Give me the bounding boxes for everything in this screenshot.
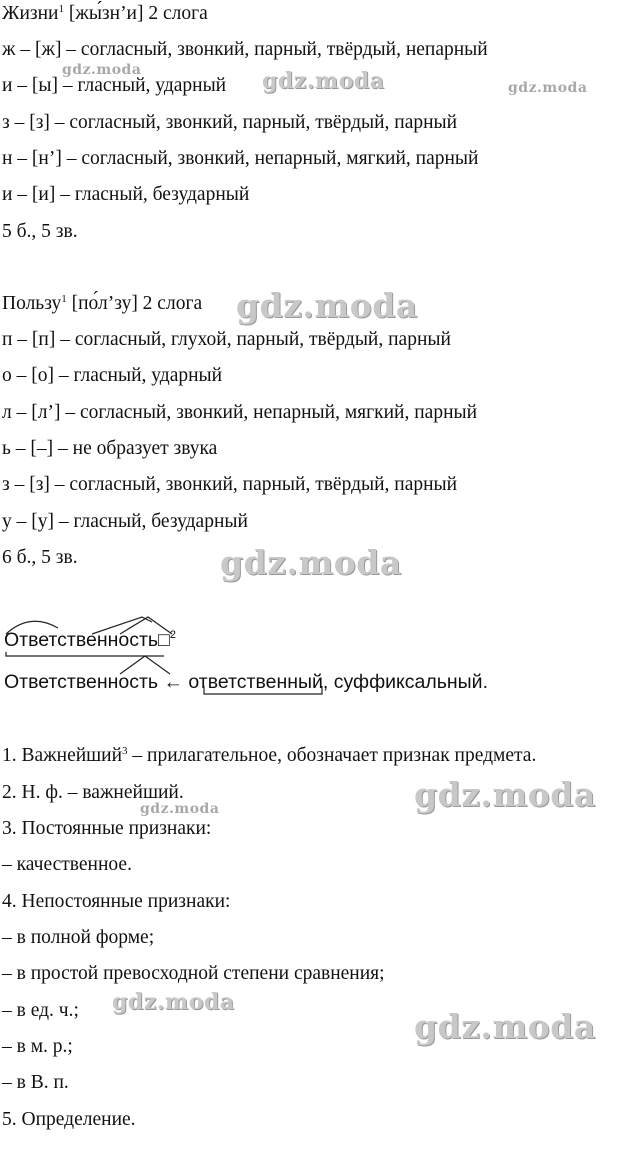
header-word: Жизни — [2, 3, 59, 24]
watermark: gdz.moda — [262, 68, 385, 94]
header-transcription: [жы́зн’и] 2 слога — [63, 3, 208, 24]
derivation-line — [4, 670, 488, 694]
watermark: gdz.moda — [236, 286, 418, 325]
task-number: 1 — [61, 293, 67, 305]
watermark: gdz.moda — [220, 543, 402, 582]
task-number: 3 — [122, 745, 128, 757]
letter-sound-count: 5 б., 5 зв. — [2, 221, 78, 242]
ending-box: □ — [158, 629, 170, 651]
derived-word: Ответственность — [4, 671, 159, 693]
phonetic-line: ь – [–] – не образует звука — [2, 438, 218, 459]
header-word: Пользу — [2, 293, 62, 314]
analysis-line: 4. Непостоянные признаки: — [2, 891, 231, 912]
analysis-item-1 — [2, 744, 536, 768]
analysis-text: – прилагательное, обозначает признак предмета. — [127, 745, 537, 766]
base-word: ответственный — [188, 671, 323, 693]
morpheme-word — [4, 628, 176, 652]
phonetic-line: и – [и] – гласный, безударный — [2, 184, 250, 205]
analysis-line: – в м. р.; — [2, 1036, 73, 1057]
watermark: gdz.moda — [414, 1007, 596, 1046]
derivation-method: , суффиксальный. — [322, 671, 488, 693]
derivation-arrow: ← — [163, 671, 183, 693]
analysis-line: – в простой превосходной степени сравнения; — [2, 963, 385, 984]
task-number: 2 — [169, 629, 176, 641]
word-header-zhizni — [2, 2, 208, 26]
watermark: gdz.moda — [62, 62, 142, 78]
word-header-polzu — [2, 292, 202, 316]
watermark: gdz.moda — [112, 989, 235, 1015]
watermark: gdz.moda — [414, 775, 596, 814]
analysis-line: – в В. п. — [2, 1072, 69, 1093]
phonetic-line: п – [п] – согласный, глухой, парный, твёрдый, парный — [2, 329, 451, 350]
phonetic-line: ж – [ж] – согласный, звонкий, парный, твёрдый, непарный — [2, 39, 488, 60]
phonetic-line: з – [з] – согласный, звонкий, парный, твёрдый, парный — [2, 112, 458, 133]
letter-sound-count: 6 б., 5 зв. — [2, 547, 78, 568]
analysis-word: Важнейший — [21, 745, 123, 766]
item-number: 1. — [2, 745, 22, 766]
phonetic-line: з – [з] – согласный, звонкий, парный, твёрдый, парный — [2, 474, 458, 495]
analysis-line: 3. Постоянные признаки: — [2, 818, 212, 839]
analysis-line: – качественное. — [2, 854, 132, 875]
analysis-line: – в полной форме; — [2, 927, 155, 948]
morpheme-word-text: Ответственность — [4, 629, 159, 651]
analysis-line: 5. Определение. — [2, 1109, 136, 1130]
phonetic-line: н – [н’] – согласный, звонкий, непарный, мягкий, парный — [2, 148, 479, 169]
phonetic-line: у – [у] – гласный, безударный — [2, 511, 248, 532]
watermark: gdz.moda — [508, 80, 588, 96]
analysis-line: 2. Н. ф. – важнейший. — [2, 782, 184, 803]
analysis-line: – в ед. ч.; — [2, 1000, 79, 1021]
phonetic-line: и – [ы] – гласный, ударный — [2, 75, 227, 96]
phonetic-line: л – [л’] – согласный, звонкий, непарный, мягкий, парный — [2, 402, 478, 423]
stem-underline — [6, 652, 164, 656]
phonetic-line: о – [о] – гласный, ударный — [2, 365, 223, 386]
header-transcription: [по́л’зу] 2 слога — [66, 293, 203, 314]
watermark: gdz.moda — [140, 801, 220, 817]
task-number: 1 — [58, 3, 64, 15]
